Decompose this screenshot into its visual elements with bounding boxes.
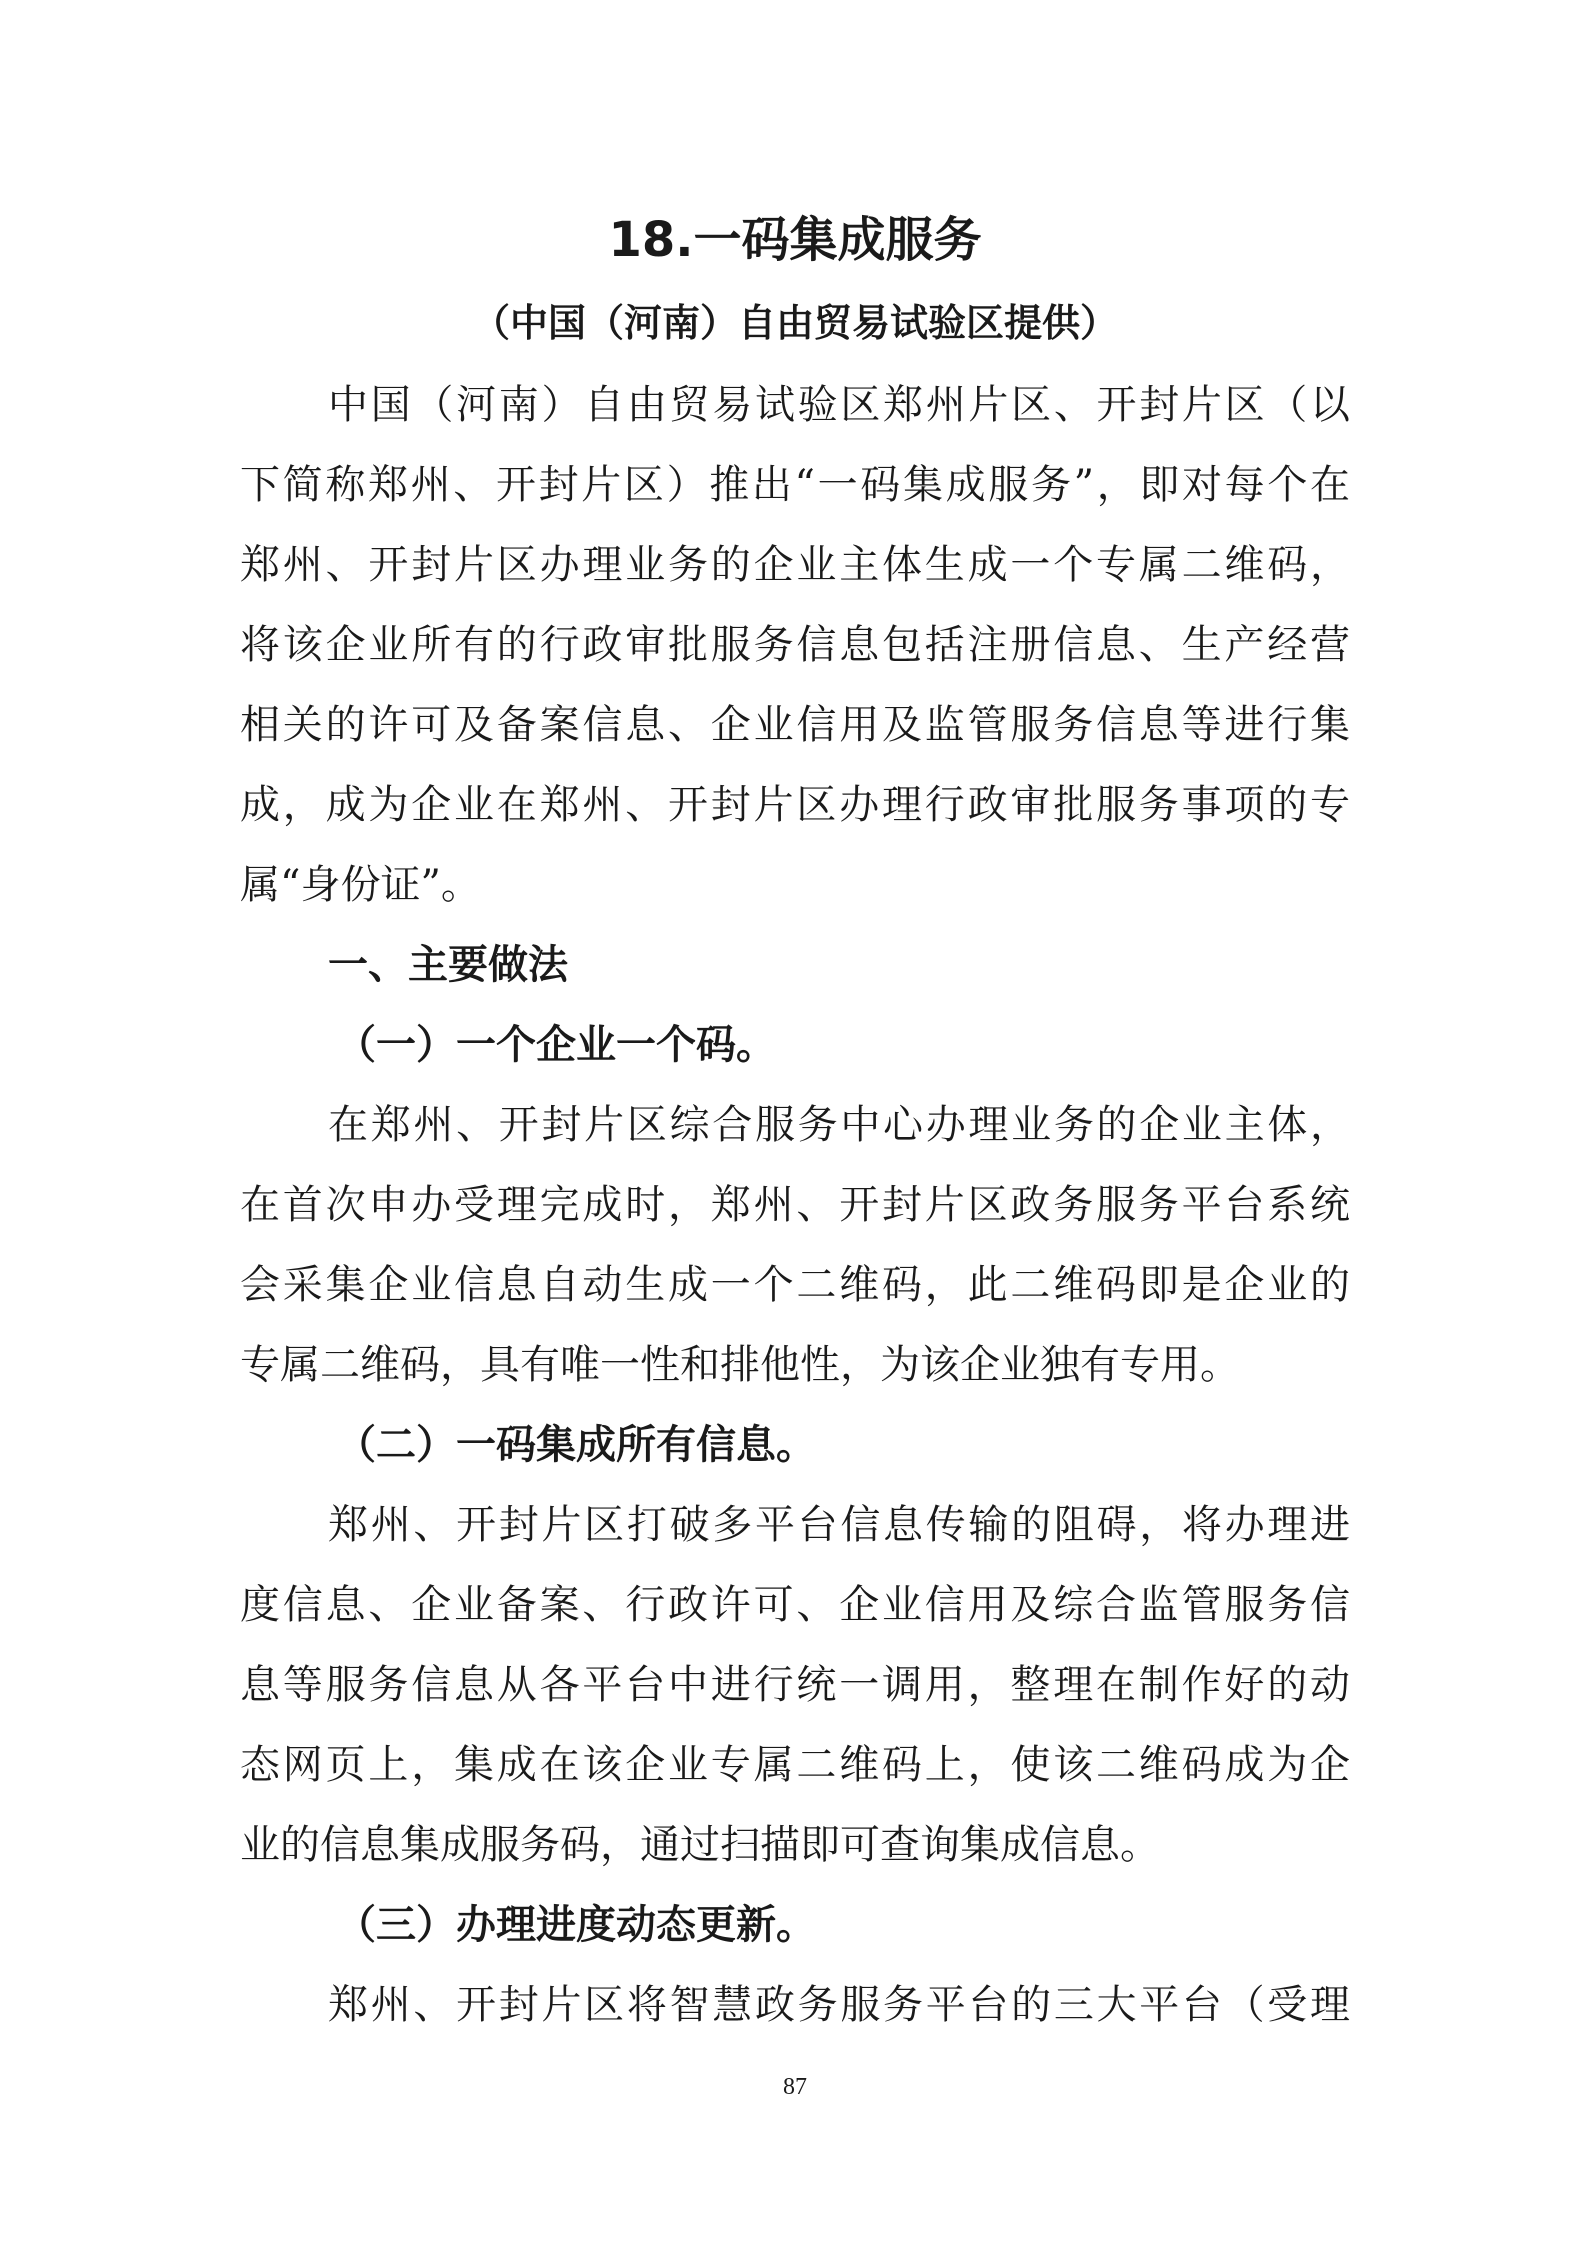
subsection-heading: （三）办理进度动态更新。 — [336, 1902, 816, 1948]
paragraph-line: 下简称郑州、开封片区）推出“一码集成服务”，即对每个在 — [240, 462, 1350, 508]
section-heading: 一、主要做法 — [328, 942, 568, 988]
paragraph-line: 态网页上，集成在该企业专属二维码上，使该二维码成为企 — [240, 1742, 1350, 1788]
paragraph-line: 郑州、开封片区打破多平台信息传输的阻碍，将办理进 — [328, 1502, 1350, 1548]
document-subtitle: （中国（河南）自由贸易试验区提供） — [471, 301, 1118, 345]
paragraph-line: 中国（河南）自由贸易试验区郑州片区、开封片区（以 — [328, 382, 1350, 428]
paragraph-line: 将该企业所有的行政审批服务信息包括注册信息、生产经营 — [240, 622, 1350, 668]
paragraph-line: 相关的许可及备案信息、企业信用及监管服务信息等进行集 — [240, 702, 1350, 748]
document-title: 18.一码集成服务 — [608, 212, 982, 268]
paragraph-line: 息等服务信息从各平台中进行统一调用，整理在制作好的动 — [240, 1662, 1350, 1708]
paragraph-line: 属“身份证”。 — [240, 862, 481, 908]
document-page — [240, 0, 1350, 2245]
paragraph-line: 业的信息集成服务码，通过扫描即可查询集成信息。 — [240, 1822, 1160, 1868]
paragraph-line: 专属二维码，具有唯一性和排他性，为该企业独有专用。 — [240, 1342, 1240, 1388]
paragraph-line: 成，成为企业在郑州、开封片区办理行政审批服务事项的专 — [240, 782, 1350, 828]
paragraph-line: 郑州、开封片区将智慧政务服务平台的三大平台（受理 — [328, 1982, 1350, 2028]
paragraph-line: 在首次申办受理完成时，郑州、开封片区政务服务平台系统 — [240, 1182, 1350, 1228]
page-number: 87 — [783, 2074, 807, 2100]
paragraph-line: 会采集企业信息自动生成一个二维码，此二维码即是企业的 — [240, 1262, 1350, 1308]
paragraph-line: 在郑州、开封片区综合服务中心办理业务的企业主体， — [328, 1102, 1350, 1148]
paragraph-line: 度信息、企业备案、行政许可、企业信用及综合监管服务信 — [240, 1582, 1350, 1628]
subsection-heading: （二）一码集成所有信息。 — [336, 1422, 816, 1468]
subsection-heading: （一）一个企业一个码。 — [336, 1022, 776, 1068]
paragraph-line: 郑州、开封片区办理业务的企业主体生成一个专属二维码， — [240, 542, 1350, 588]
